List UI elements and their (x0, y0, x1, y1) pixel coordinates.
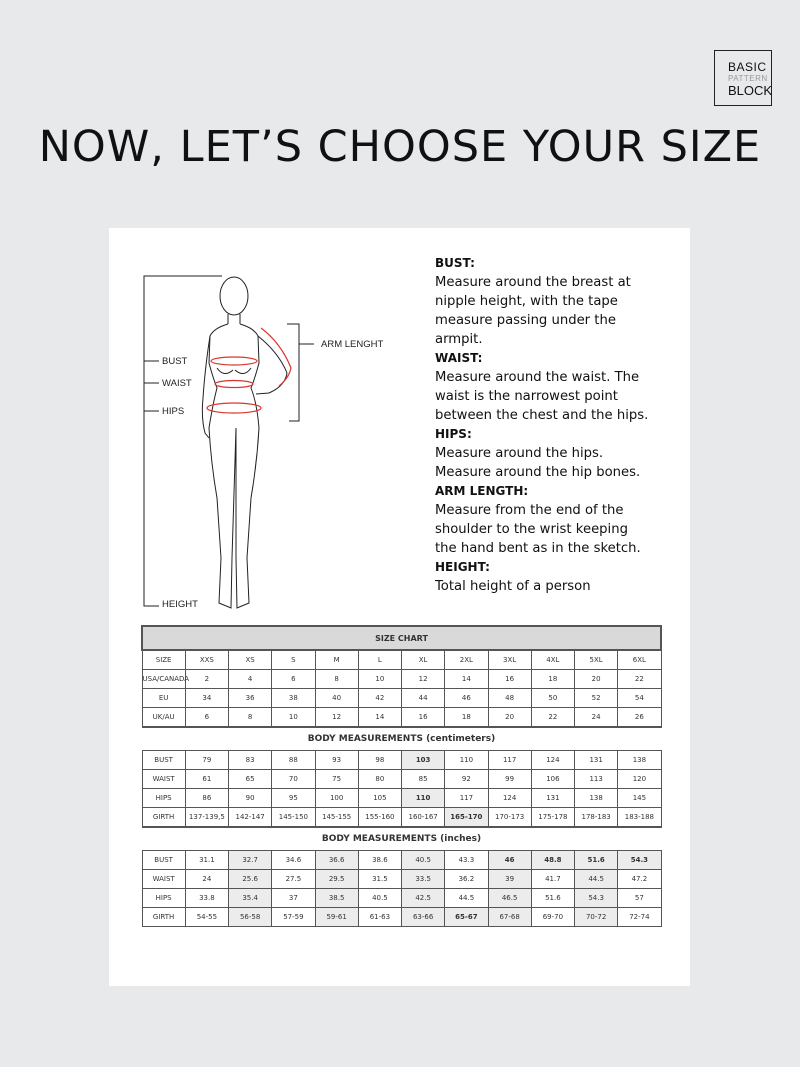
table-cell: 155-160 (358, 808, 401, 828)
size-header-cell: S (272, 650, 315, 670)
row-label: EU (142, 689, 185, 708)
table-cell: 52 (575, 689, 618, 708)
table-cell: 36 (229, 689, 272, 708)
table-cell: 113 (575, 770, 618, 789)
row-label: GIRTH (142, 908, 185, 927)
table-cell: 105 (358, 789, 401, 808)
table-cell: 83 (229, 751, 272, 770)
table-cell: 20 (488, 708, 531, 728)
table-cell: 24 (575, 708, 618, 728)
table-cell: 92 (445, 770, 488, 789)
table-row (142, 851, 661, 870)
table-cell: 38.6 (358, 851, 401, 870)
table-cell: 93 (315, 751, 358, 770)
table-cell: 175-178 (531, 808, 574, 828)
table-cell: 63-66 (402, 908, 445, 927)
table-cell: 170-173 (488, 808, 531, 828)
table-cell: 165-170 (445, 808, 488, 828)
table-cell: 67-68 (488, 908, 531, 927)
section-title-inches: BODY MEASUREMENTS (inches) (142, 827, 661, 851)
logo-line-basic: BASIC (728, 60, 767, 74)
table-cell: 31.1 (185, 851, 228, 870)
table-cell: 131 (575, 751, 618, 770)
row-label: WAIST (142, 770, 185, 789)
table-row (142, 808, 661, 828)
table-cell: 31.5 (358, 870, 401, 889)
table-cell: 34 (185, 689, 228, 708)
table-cell: 8 (229, 708, 272, 728)
section-title-cm: BODY MEASUREMENTS (centimeters) (142, 727, 661, 751)
row-label: SIZE (142, 650, 185, 670)
instr-heading-hips: HIPS: (435, 427, 472, 441)
row-label: GIRTH (142, 808, 185, 828)
table-cell: 117 (445, 789, 488, 808)
table-cell: 160-167 (402, 808, 445, 828)
size-chart-table (141, 625, 662, 930)
table-cell: 57 (618, 889, 661, 908)
table-cell: 38 (272, 689, 315, 708)
table-cell: 95 (272, 789, 315, 808)
table-cell: 10 (272, 708, 315, 728)
table-cell: 43.3 (445, 851, 488, 870)
table-cell: 85 (402, 770, 445, 789)
table-cell: 14 (358, 708, 401, 728)
table-cell: 42.5 (402, 889, 445, 908)
table-cell: 39 (488, 870, 531, 889)
table-cell: 145-150 (272, 808, 315, 828)
table-cell: 22 (618, 670, 661, 689)
table-cell: 48.8 (531, 851, 574, 870)
section-title-row (142, 827, 661, 851)
table-cell: 16 (402, 708, 445, 728)
table-cell: 34.6 (272, 851, 315, 870)
arm-bracket (287, 324, 299, 421)
table-row (142, 708, 661, 728)
instr-text-height: Total height of a person (435, 579, 591, 594)
table-cell: 12 (315, 708, 358, 728)
section-title-row (142, 727, 661, 751)
size-guide-card (109, 228, 690, 986)
size-header-cell: XL (402, 650, 445, 670)
table-cell: 79 (185, 751, 228, 770)
table-cell: 56-58 (229, 908, 272, 927)
size-header-cell: XXS (185, 650, 228, 670)
row-label: HIPS (142, 789, 185, 808)
table-cell: 20 (575, 670, 618, 689)
table-row (142, 770, 661, 789)
table-cell: 65-67 (445, 908, 488, 927)
table-cell: 8 (315, 670, 358, 689)
table-cell: 27.5 (272, 870, 315, 889)
table-cell: 99 (488, 770, 531, 789)
table-cell: 25.6 (229, 870, 272, 889)
table-cell: 54.3 (618, 851, 661, 870)
table-cell: 40 (315, 689, 358, 708)
table-cell: 48 (488, 689, 531, 708)
table-cell: 18 (531, 670, 574, 689)
table-cell: 138 (618, 751, 661, 770)
label-waist: WAIST (162, 378, 192, 389)
table-row (142, 908, 661, 927)
table-cell: 6 (185, 708, 228, 728)
table-cell: 61 (185, 770, 228, 789)
table-cell: 22 (531, 708, 574, 728)
table-cell: 26 (618, 708, 661, 728)
logo-line-pattern: PATTERN (728, 74, 768, 83)
table-cell: 57-59 (272, 908, 315, 927)
instr-text-hips: Measure around the hips. Measure around the hip bones. (435, 446, 641, 480)
head-outline (220, 277, 248, 315)
table-cell: 75 (315, 770, 358, 789)
instr-heading-waist: WAIST: (435, 351, 483, 365)
table-cell: 42 (358, 689, 401, 708)
table-cell: 117 (488, 751, 531, 770)
table-cell: 38.5 (315, 889, 358, 908)
table-cell: 69-70 (531, 908, 574, 927)
table-cell: 86 (185, 789, 228, 808)
table-cell: 36.2 (445, 870, 488, 889)
table-cell: 88 (272, 751, 315, 770)
table-cell: 98 (358, 751, 401, 770)
table-cell: 54.3 (575, 889, 618, 908)
table-title-row (142, 626, 661, 650)
table-cell: 41.7 (531, 870, 574, 889)
table-cell: 51.6 (531, 889, 574, 908)
table-cell: 18 (445, 708, 488, 728)
instr-heading-bust: BUST: (435, 256, 475, 270)
table-cell: 124 (488, 789, 531, 808)
table-cell: 120 (618, 770, 661, 789)
instr-heading-arm: ARM LENGTH: (435, 484, 529, 498)
table-cell: 44 (402, 689, 445, 708)
table-row (142, 789, 661, 808)
page-title: NOW, LET’S CHOOSE YOUR SIZE (38, 122, 762, 172)
table-cell: 12 (402, 670, 445, 689)
row-label: BUST (142, 851, 185, 870)
table-row (142, 751, 661, 770)
table-cell: 16 (488, 670, 531, 689)
table-cell: 59-61 (315, 908, 358, 927)
table-cell: 110 (402, 789, 445, 808)
table-cell: 50 (531, 689, 574, 708)
row-label: UK/AU (142, 708, 185, 728)
table-cell: 70 (272, 770, 315, 789)
table-cell: 33.5 (402, 870, 445, 889)
table-cell: 124 (531, 751, 574, 770)
table-cell: 145-155 (315, 808, 358, 828)
label-arm-length: ARM LENGHT (321, 339, 384, 350)
row-label: BUST (142, 751, 185, 770)
hips-measure-line (207, 403, 261, 413)
table-cell: 29.5 (315, 870, 358, 889)
table-cell: 44.5 (575, 870, 618, 889)
table-cell: 33.8 (185, 889, 228, 908)
table-cell: 72-74 (618, 908, 661, 927)
table-cell: 40.5 (402, 851, 445, 870)
table-bottom-rule (142, 927, 661, 931)
table-cell: 6 (272, 670, 315, 689)
table-cell: 110 (445, 751, 488, 770)
table-row (142, 889, 661, 908)
table-cell: 183-188 (618, 808, 661, 828)
table-cell: 2 (185, 670, 228, 689)
brand-logo (714, 50, 772, 106)
table-cell: 106 (531, 770, 574, 789)
table-cell: 46 (488, 851, 531, 870)
table-cell: 70-72 (575, 908, 618, 927)
instr-text-bust: Measure around the breast at nipple height, with the tape measure passing under the armpit. (435, 275, 631, 347)
table-row (142, 670, 661, 689)
table-cell: 142-147 (229, 808, 272, 828)
table-cell: 80 (358, 770, 401, 789)
table-cell: 47.2 (618, 870, 661, 889)
table-cell: 178-183 (575, 808, 618, 828)
body-left-outline (209, 324, 236, 608)
table-cell: 54 (618, 689, 661, 708)
table-cell: 131 (531, 789, 574, 808)
bottom-rule-cell (142, 927, 661, 931)
table-cell: 61-63 (358, 908, 401, 927)
label-height: HEIGHT (162, 599, 198, 610)
table-cell: 100 (315, 789, 358, 808)
table-cell: 40.5 (358, 889, 401, 908)
size-header-cell: 5XL (575, 650, 618, 670)
table-row (142, 689, 661, 708)
instr-text-arm: Measure from the end of the shoulder to the wrist keeping the hand bent as in the sketch. (435, 503, 641, 556)
table-cell: 138 (575, 789, 618, 808)
table-cell: 46.5 (488, 889, 531, 908)
table-row (142, 650, 661, 670)
table-cell: 65 (229, 770, 272, 789)
instr-heading-height: HEIGHT: (435, 560, 490, 574)
table-cell: 51.6 (575, 851, 618, 870)
table-cell: 36.6 (315, 851, 358, 870)
row-label: USA/CANADA (142, 670, 185, 689)
arm-measure-line (261, 328, 291, 386)
size-header-cell: XS (229, 650, 272, 670)
size-header-cell: L (358, 650, 401, 670)
table-cell: 54-55 (185, 908, 228, 927)
table-cell: 145 (618, 789, 661, 808)
table-cell: 103 (402, 751, 445, 770)
size-header-cell: 4XL (531, 650, 574, 670)
bust-measure-line (211, 357, 257, 365)
size-header-cell: 2XL (445, 650, 488, 670)
logo-line-block: BLOCK (728, 83, 773, 98)
table-title: SIZE CHART (142, 626, 661, 650)
table-row (142, 870, 661, 889)
row-label: WAIST (142, 870, 185, 889)
measurement-instructions (435, 254, 650, 596)
table-cell: 10 (358, 670, 401, 689)
size-header-cell: M (315, 650, 358, 670)
table-cell: 24 (185, 870, 228, 889)
row-label: HIPS (142, 889, 185, 908)
table-cell: 46 (445, 689, 488, 708)
instr-text-waist: Measure around the waist. The waist is the narrowest point between the chest and the hips. (435, 370, 649, 423)
body-measurement-figure (109, 228, 429, 623)
table-cell: 37 (272, 889, 315, 908)
label-hips: HIPS (162, 406, 185, 417)
table-cell: 4 (229, 670, 272, 689)
table-cell: 90 (229, 789, 272, 808)
table-cell: 137-139,5 (185, 808, 228, 828)
table-cell: 14 (445, 670, 488, 689)
table-cell: 35.4 (229, 889, 272, 908)
size-header-cell: 6XL (618, 650, 661, 670)
table-cell: 44.5 (445, 889, 488, 908)
size-header-cell: 3XL (488, 650, 531, 670)
table-cell: 32.7 (229, 851, 272, 870)
label-bust: BUST (162, 356, 188, 367)
waist-measure-line (215, 381, 253, 388)
